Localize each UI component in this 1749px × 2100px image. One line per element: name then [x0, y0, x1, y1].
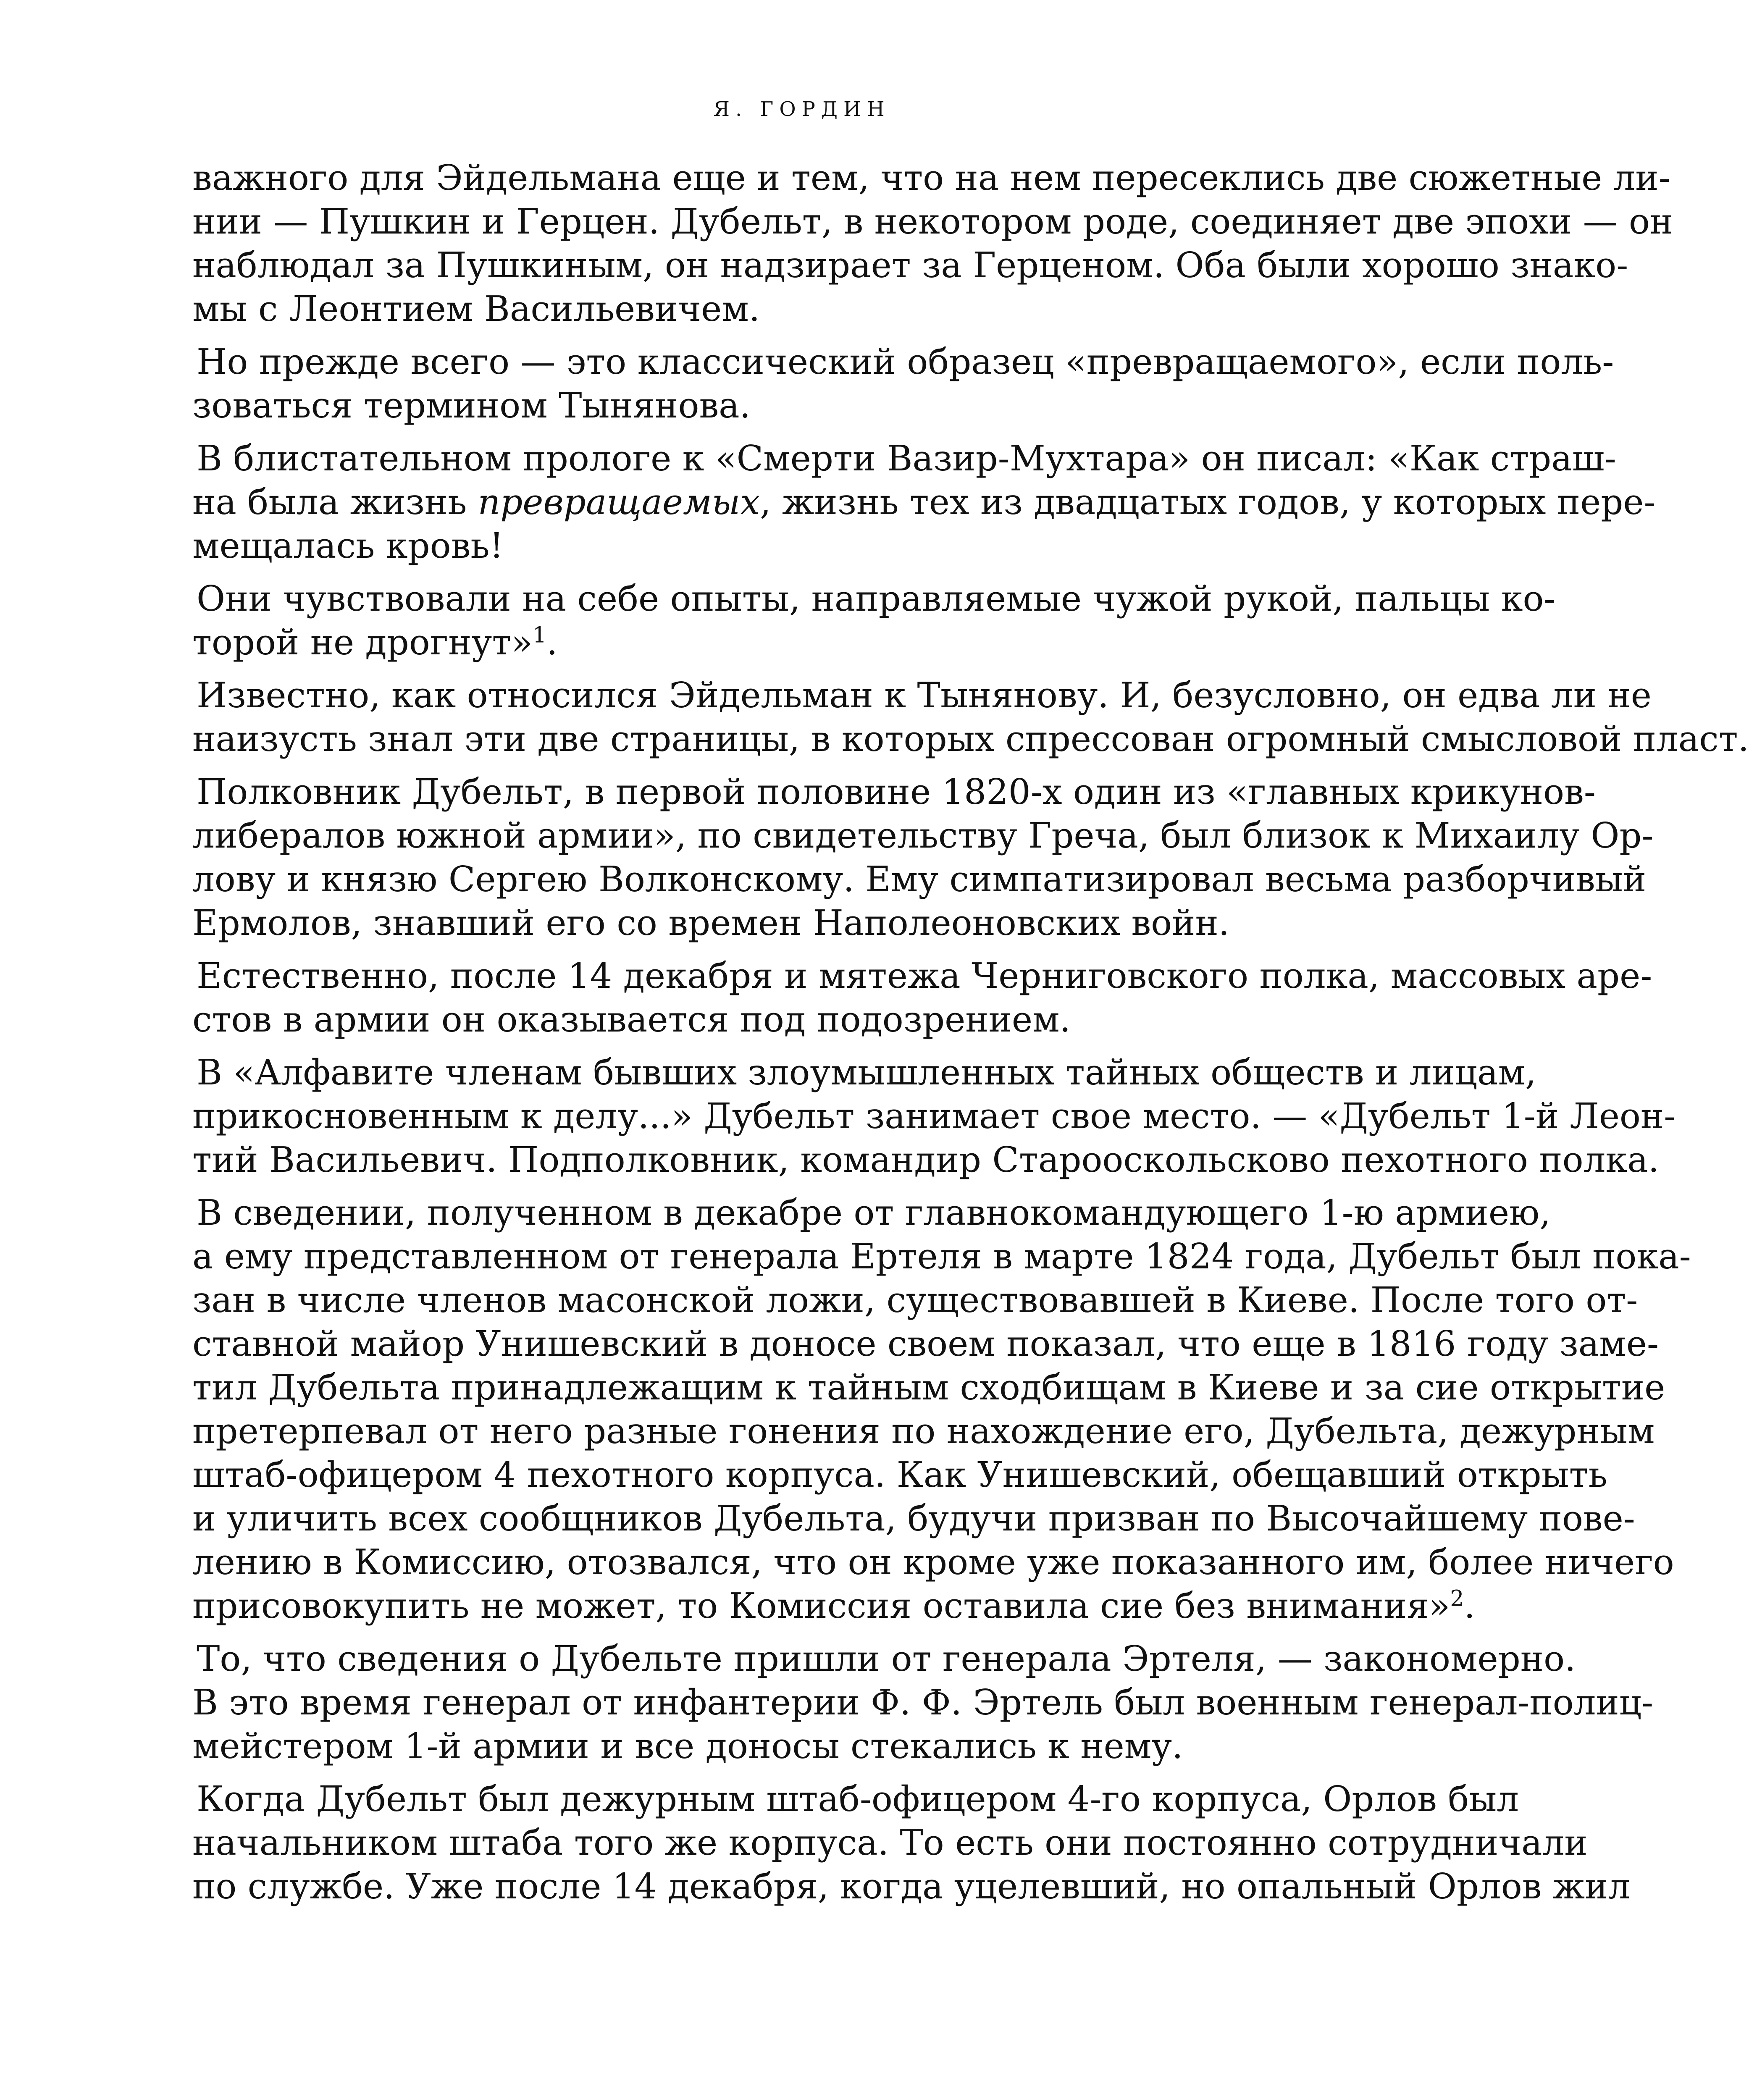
text-line: Естественно, после 14 декабря и мятежа Черниговского полка, массовых аре- — [197, 956, 1652, 996]
text-line: лову и князю Сергею Волконскому. Ему симпатизировал весьма разборчивый — [192, 859, 1647, 900]
emphasized-word: превращаемых — [478, 482, 760, 522]
text-line: Когда Дубельт был дежурным штаб-офицером 4-го корпуса, Орлов был — [197, 1779, 1519, 1819]
text-line: В это время генерал от инфантерии Ф. Ф. Эртель был военным генерал-полиц- — [192, 1682, 1654, 1723]
body-text — [192, 156, 1749, 1918]
text-line: Известно, как относился Эйдельман к Тынянову. И, безусловно, он едва ли не — [197, 675, 1652, 716]
text-line: претерпевал от него разные гонения по нахождение его, Дубельта, дежурным — [192, 1411, 1655, 1452]
text-line: Они чувствовали на себе опыты, направляемые чужой рукой, пальцы ко- — [197, 578, 1556, 619]
text-line: мещалась кровь! — [192, 525, 504, 566]
text-line: Полковник Дубельт, в первой половине 1820-х один из «главных крикунов- — [197, 772, 1596, 812]
text-line: ставной майор Унишевский в доносе своем показал, что еще в 1816 году заме- — [192, 1323, 1659, 1364]
text-line: а ему представленном от генерала Ертеля в марте 1824 года, Дубельт был пока- — [192, 1236, 1691, 1277]
paragraph — [192, 156, 1673, 331]
text-line: зоваться термином Тынянова. — [192, 385, 751, 426]
footnote-ref-2[interactable]: 2 — [1450, 1586, 1464, 1612]
text-line: В сведении, полученном в декабре от главнокомандующего 1-ю армиею, — [197, 1192, 1551, 1233]
text-line: В «Алфавите членам бывших злоумышленных тайных обществ и лицам, — [197, 1052, 1536, 1093]
paragraph — [192, 577, 1556, 664]
text-line: по службе. Уже после 14 декабря, когда уцелевший, но опальный Орлов жил — [192, 1866, 1631, 1907]
paragraph — [192, 437, 1656, 568]
text-run: на была жизнь — [192, 482, 478, 522]
text-line: присовокупить не может, то Комиссия оставила сие без внимания»$^2$. — [192, 1586, 1475, 1626]
paragraph — [192, 674, 1749, 761]
text-line: зан в числе членов масонской ложи, существовавшей в Киеве. После того от- — [192, 1280, 1638, 1320]
paragraph — [192, 1051, 1676, 1182]
text-line: торой не дрогнут»$^1$. — [192, 622, 558, 663]
text-line: наблюдал за Пушкиным, он надзирает за Герценом. Оба были хорошо знако- — [192, 245, 1628, 286]
text-run: присовокупить не может, то Комиссия оставила сие без внимания» — [192, 1586, 1450, 1626]
paragraph — [192, 770, 1654, 945]
text-line: мейстером 1-й армии и все доносы стекались к нему. — [192, 1726, 1183, 1767]
text-line: Но прежде всего — это классический образец «превращаемого», если поль- — [197, 341, 1614, 382]
paragraph — [192, 1777, 1631, 1908]
text-line: важного для Эйдельмана еще и тем, что на нем пересеклись две сюжетные ли- — [192, 158, 1670, 198]
paragraph — [192, 954, 1652, 1042]
paragraph — [192, 1637, 1654, 1768]
paragraph — [192, 1191, 1691, 1628]
text-line: штаб-офицером 4 пехотного корпуса. Как Унишевский, обещавший открыть — [192, 1454, 1607, 1495]
text-line: начальником штаба того же корпуса. То есть они постоянно сотрудничали — [192, 1822, 1588, 1863]
text-line: В блистательном прологе к «Смерти Вазир-Мухтара» он писал: «Как страш- — [197, 438, 1616, 479]
text-line: прикосновенным к делу...» Дубельт занимает свое место. — «Дубельт 1-й Леон- — [192, 1096, 1676, 1137]
text-line: либералов южной армии», по свидетельству Греча, был близок к Михаилу Ор- — [192, 815, 1654, 856]
text-line: Ермолов, знавший его со времен Наполеоновских войн. — [192, 903, 1230, 943]
text-run: торой не дрогнут» — [192, 622, 533, 663]
text-line: То, что сведения о Дубельте пришли от генерала Эртеля, — закономерно. — [197, 1638, 1576, 1679]
text-line: тий Васильевич. Подполковник, командир Старооскольсково пехотного полка. — [192, 1139, 1660, 1180]
text-line: тил Дубельта принадлежащим к тайным сходбищам в Киеве и за сие открытие — [192, 1367, 1665, 1408]
paragraph — [192, 340, 1614, 428]
footnote-ref-1[interactable]: 1 — [533, 622, 547, 648]
text-line: мы с Леонтием Васильевичем. — [192, 289, 760, 329]
text-line: и уличить всех сообщников Дубельта, будучи призван по Высочайшему пове- — [192, 1498, 1635, 1539]
text-line: стов в армии он оказывается под подозрением. — [192, 999, 1071, 1040]
text-run: , жизнь тех из двадцатых годов, у которых пере- — [760, 482, 1656, 522]
text-line: нии — Пушкин и Герцен. Дубельт, в некотором роде, соединяет две эпохи — он — [192, 201, 1673, 242]
text-line: лению в Комиссию, отозвался, что он кроме уже показанного им, более ничего — [192, 1542, 1674, 1583]
text-line — [192, 480, 1656, 524]
text-line: наизусть знал эти две страницы, в которых спрессован огромный смысловой пласт. — [192, 719, 1749, 759]
running-header: Я. ГОРДИН — [713, 97, 890, 121]
